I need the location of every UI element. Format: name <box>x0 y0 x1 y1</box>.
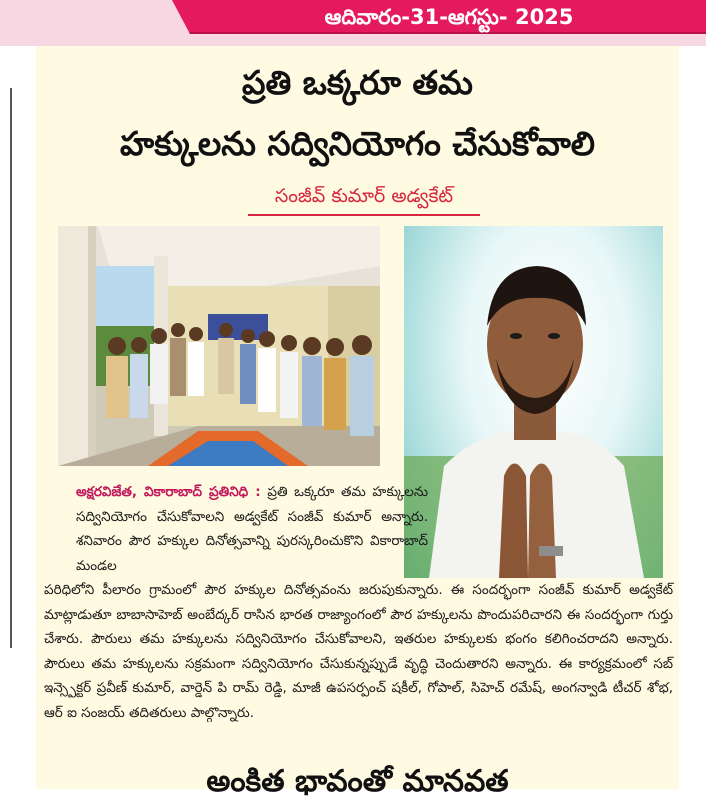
column-divider <box>10 88 12 648</box>
paragraph-intro-text: ప్రతి ఒక్కరూ తమ హక్కులను సద్వినియోగం చేసుకోవాలని అడ్వకేట్ సంజీవ్ కుమార్ అన్నారు. శనివారం పౌర హక్కుల దినోత్సవాన్ని పురస్కరించుకొని వికారాబాద్ మండల <box>76 484 429 574</box>
next-article-headline: అంకిత భావంతో మానవత <box>206 764 509 799</box>
date-banner-text: ఆదివారం-31-ఆగస్టు- 2025 <box>324 5 574 29</box>
portrait-photo <box>404 226 663 578</box>
article-paragraph-body: పరిధిలోని పీలారం గ్రామంలో పౌర హక్కుల దినోత్సవంను జరుపుకున్నారు. ఈ సందర్భంగా సంజీవ్ కుమార్ అడ్వకేట్ మాట్లాడుతూ బాబాసాహెబ్ అంబేద్కర్ రాసిన భారత రాజ్యాంగంలో పౌర హక్కులను పొందుపరిచారని ఈ సందర్భంగా గుర్తు చేశారు. పౌరులు తమ హక్కులను సద్వినియోగం చేసుకోవాలని, ఇతరుల హక్కులకు భంగం కలిగించరాదని అన్నారు. పౌరులు తమ హక్కులను సక్రమంగా సద్వినియోగం చేసుకున్నప్పుడే వృద్ధి చెందుతారని అన్నారు. ఈ కార్యక్రమంలో సబ్ ఇన్స్పెక్టర్ ప్రవీణ్ కుమార్, వార్డెన్ పి రామ్ రెడ్డి, మాజీ ఉపసర్పంచ్ షకీల్, గోపాల్, సిహెచ్ రమేష్, అంగన్వాడి టీచర్ శోభ, ఆర్ ఐ సంజయ్ తదితరులు పాల్గొన్నారు. <box>44 582 673 721</box>
byline: సంజీవ్ కుమార్ అడ్వకేట్ <box>248 180 480 216</box>
dateline: అక్షరవిజేత, వికారాబాద్ ప్రతినిధి : <box>76 484 261 500</box>
event-photo <box>58 226 380 466</box>
headline-line-2: హక్కులను సద్వినియోగం చేసుకోవాలి <box>119 124 595 163</box>
headline-line-1: ప్రతి ఒక్కరూ తమ <box>242 63 473 102</box>
event-photo-illustration <box>58 226 380 466</box>
portrait-illustration <box>404 226 663 578</box>
article-paragraph-intro <box>76 480 428 578</box>
